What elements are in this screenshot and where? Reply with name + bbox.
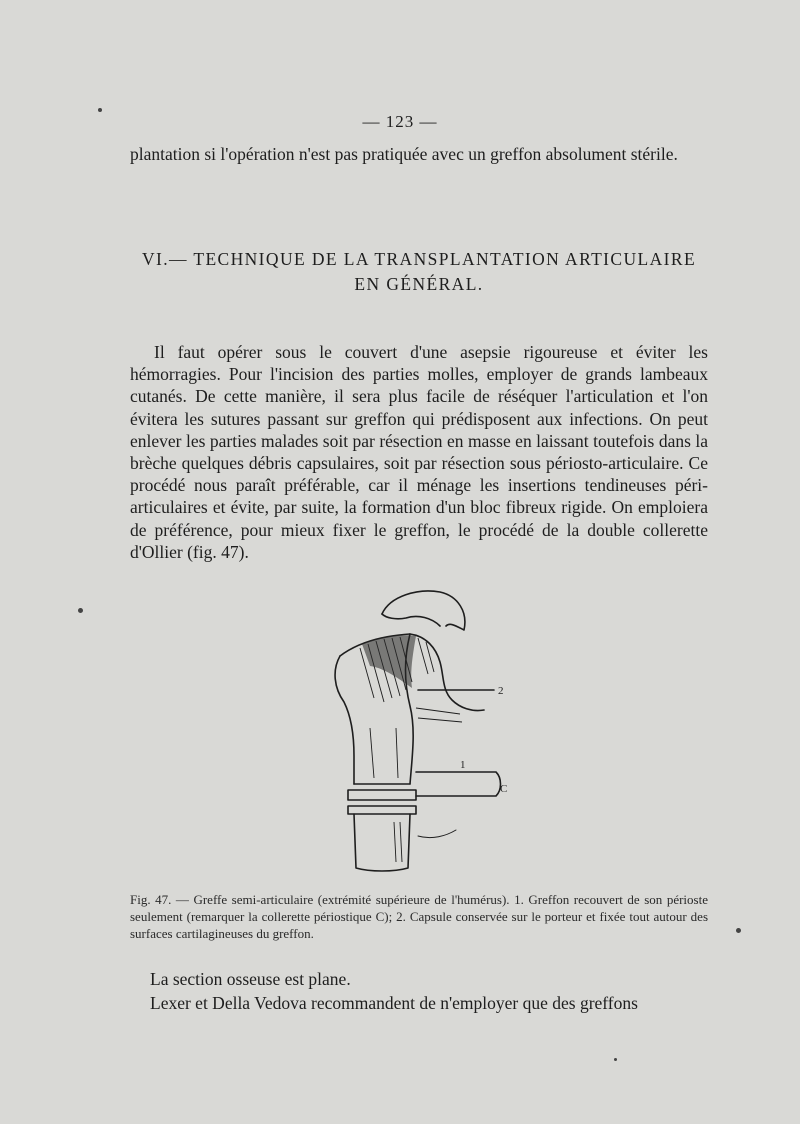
- scan-speck: [78, 608, 83, 613]
- figure-label-c: C: [500, 783, 508, 795]
- page-number: — 123 —: [362, 112, 438, 131]
- figure-label-2: 2: [498, 685, 504, 697]
- figure-caption: Fig. 47. — Greffe semi-articulaire (extrémité supérieure de l'humérus). 1. Greffon recouvert de son périoste seulement (remarquer la collerette périostique C); 2. Capsule conservée sur le porteur et fixée tout autour des surfaces cartilagineuses du greffon.: [130, 892, 708, 941]
- closing-line-1: La section osseuse est plane.: [150, 969, 351, 989]
- section-heading: [130, 247, 708, 297]
- scan-speck: [736, 928, 741, 933]
- main-paragraph: Il faut opérer sous le couvert d'une asepsie rigoureuse et éviter les hémorragies. Pour l'incision des parties molles, employer de grands lambeaux cutanés. De cette manière, il sera plus facile de réséquer l'articulation et l'on évitera les sutures passant sur greffon qui prédisposent aux infections. On peut enlever les parties malades soit par résection en masse en laissant toutefois dans la brèche quelques débris capsulaires, soit par résection sous périosto-articulaire. Ce procédé nous paraît préférable, car il ménage les insertions tendineuses péri-articulaires et évite, par suite, la formation d'un bloc fibreux rigide. On emploiera de préférence, pour mieux fixer le greffon, le procédé de la double collerette d'Ollier (fig. 47).: [130, 342, 708, 562]
- continued-paragraph: plantation si l'opération n'est pas pratiquée avec un greffon absolument stérile.: [130, 144, 678, 164]
- closing-line-2: Lexer et Della Vedova recommandent de n'employer que des greffons: [150, 993, 638, 1013]
- closing-text: [130, 967, 708, 1015]
- section-heading-line2: EN GÉNÉRAL.: [354, 274, 484, 294]
- section-heading-line1: VI.— TECHNIQUE DE LA TRANSPLANTATION ARTICULAIRE: [141, 249, 697, 269]
- humerus-graft-figure: [300, 578, 530, 878]
- figure-label-1: 1: [460, 759, 466, 771]
- scan-speck: [614, 1058, 617, 1061]
